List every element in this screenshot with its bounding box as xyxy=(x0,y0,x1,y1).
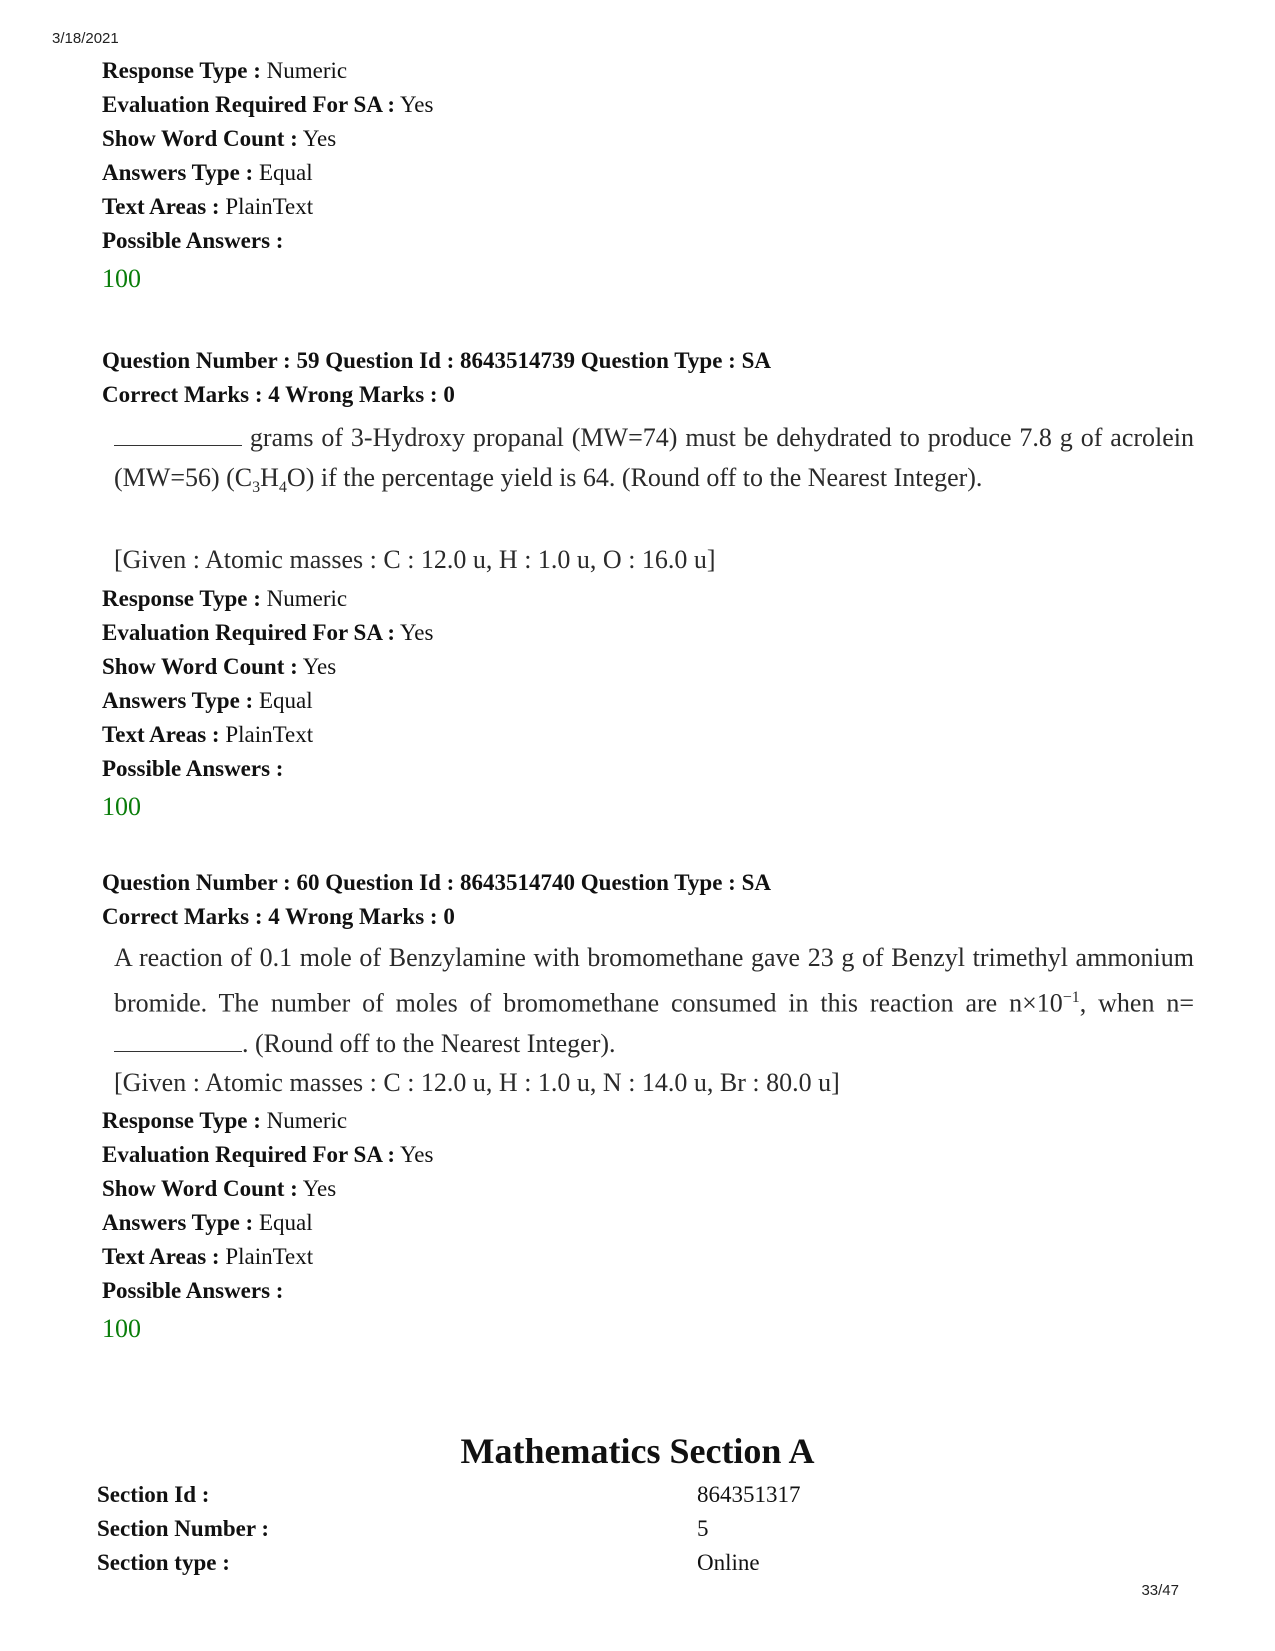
label: Show Word Count : xyxy=(102,126,298,151)
value: Yes xyxy=(302,654,337,679)
label: Evaluation Required For SA : xyxy=(102,92,396,117)
label: Response Type : xyxy=(102,58,261,83)
value: PlainText xyxy=(225,194,314,219)
eval-sa-row xyxy=(102,88,1002,122)
text-areas-row xyxy=(102,718,1002,752)
label: Answers Type : xyxy=(102,688,254,713)
possible-answers-row xyxy=(102,224,1002,258)
value: Numeric xyxy=(266,1108,348,1133)
eval-sa-row xyxy=(102,1138,1002,1172)
label: Answers Type : xyxy=(102,1210,254,1235)
value: Numeric xyxy=(266,58,348,83)
text-part: , when n= xyxy=(1079,988,1194,1018)
answer-blank xyxy=(114,423,242,446)
section-number-row xyxy=(97,1512,1097,1546)
label: Show Word Count : xyxy=(102,1176,298,1201)
text-part: O) if the percentage yield is 64. (Round off to the Nearest Integer). xyxy=(286,463,983,492)
label: Text Areas : xyxy=(102,722,220,747)
possible-answer: 100 xyxy=(102,1314,141,1343)
label: Response Type : xyxy=(102,1108,261,1133)
value: Online xyxy=(697,1550,760,1575)
text-areas-row xyxy=(102,190,1002,224)
value: Equal xyxy=(258,688,313,713)
label: Possible Answers : xyxy=(102,756,284,781)
text-part: . (Round off to the Nearest Integer). xyxy=(242,1028,616,1058)
answer-blank xyxy=(114,1029,242,1052)
text-part: H xyxy=(260,463,279,492)
q60-given: [Given : Atomic masses : C : 12.0 u, H : 1.0 u, N : 14.0 u, Br : 80.0 u] xyxy=(114,1068,840,1097)
value: PlainText xyxy=(225,1244,314,1269)
label: Evaluation Required For SA : xyxy=(102,1142,396,1167)
word-count-row xyxy=(102,650,1002,684)
section-title: Mathematics Section A xyxy=(460,1431,815,1471)
label: Text Areas : xyxy=(102,194,220,219)
superscript: −1 xyxy=(1062,989,1080,1006)
response-type-row xyxy=(102,1104,1002,1138)
label: Possible Answers : xyxy=(102,1278,284,1303)
text-part: grams of 3-Hydroxy propanal (MW=74) must be dehydrated to produce 7.8 g of acrolein (MW=56) (C xyxy=(114,423,1195,492)
section-id-row xyxy=(97,1478,1097,1512)
value: Equal xyxy=(258,1210,313,1235)
q60-meta xyxy=(102,1104,1002,1348)
word-count-row xyxy=(102,122,1002,156)
word-count-row xyxy=(102,1172,1002,1206)
label: Section type : xyxy=(97,1550,230,1575)
text-areas-row xyxy=(102,1240,1002,1274)
value: Numeric xyxy=(266,586,348,611)
answers-type-row xyxy=(102,1206,1002,1240)
q60-question-text xyxy=(114,938,1194,1064)
section-type-row xyxy=(97,1546,1097,1580)
print-date: 3/18/2021 xyxy=(52,30,119,47)
response-type-row xyxy=(102,54,1002,88)
possible-answer: 100 xyxy=(102,264,141,293)
answers-type-row xyxy=(102,156,1002,190)
value: Yes xyxy=(302,1176,337,1201)
q59-marks: Correct Marks : 4 Wrong Marks : 0 xyxy=(102,382,455,407)
page-number: 33/47 xyxy=(1141,1582,1179,1599)
value: Yes xyxy=(400,620,434,645)
q59-question-text xyxy=(114,418,1194,508)
label: Possible Answers : xyxy=(102,228,284,253)
label: Response Type : xyxy=(102,586,261,611)
label: Section Number : xyxy=(97,1516,270,1541)
eval-sa-row xyxy=(102,616,1002,650)
value: 864351317 xyxy=(697,1482,801,1507)
label: Text Areas : xyxy=(102,1244,220,1269)
q60-marks: Correct Marks : 4 Wrong Marks : 0 xyxy=(102,904,455,929)
possible-answers-row xyxy=(102,1274,1002,1308)
value: Equal xyxy=(258,160,313,185)
q59-given: [Given : Atomic masses : C : 12.0 u, H : 1.0 u, O : 16.0 u] xyxy=(114,545,716,574)
prev-question-meta xyxy=(102,54,1002,298)
label: Evaluation Required For SA : xyxy=(102,620,396,645)
value: PlainText xyxy=(225,722,314,747)
text-part: A reaction of 0.1 mole of Benzylamine with bromomethane gave 23 g of Benzyl trimethyl ammonium bromide. The number of moles of bromomethane consumed in this reaction are n×10 xyxy=(114,943,1194,1018)
possible-answers-row xyxy=(102,752,1002,786)
label: Section Id : xyxy=(97,1482,210,1507)
value: Yes xyxy=(400,1142,434,1167)
label: Answers Type : xyxy=(102,160,254,185)
value: Yes xyxy=(400,92,434,117)
possible-answer: 100 xyxy=(102,792,141,821)
q59-header: Question Number : 59 Question Id : 8643514739 Question Type : SA xyxy=(102,348,771,373)
value: Yes xyxy=(302,126,337,151)
label: Show Word Count : xyxy=(102,654,298,679)
answers-type-row xyxy=(102,684,1002,718)
response-type-row xyxy=(102,582,1002,616)
value: 5 xyxy=(697,1516,709,1541)
subscript: 4 xyxy=(278,479,287,497)
subscript: 3 xyxy=(252,479,261,497)
q60-header: Question Number : 60 Question Id : 8643514740 Question Type : SA xyxy=(102,870,771,895)
q59-meta xyxy=(102,582,1002,826)
